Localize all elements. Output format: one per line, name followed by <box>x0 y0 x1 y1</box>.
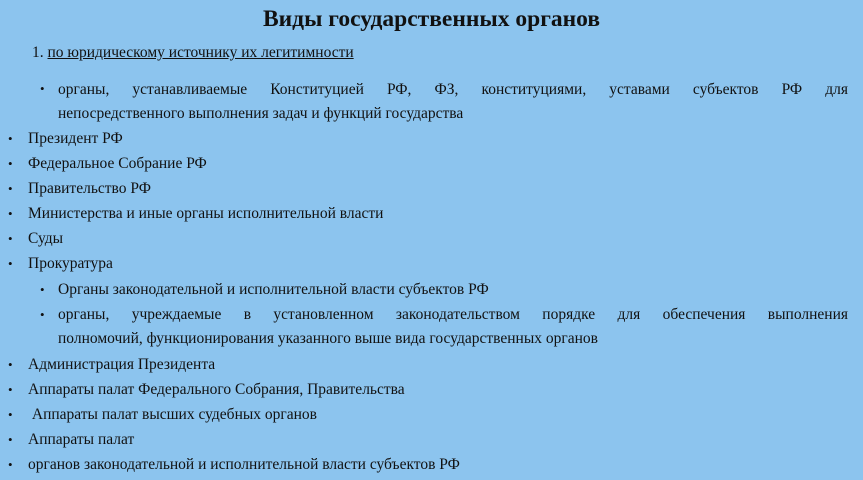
bullet-icon: • <box>8 131 13 146</box>
sub-bullet-1-line-1: органы, устанавливаемые Конституцией РФ, ФЗ, конституциями, уставами субъектов РФ для <box>58 81 848 98</box>
list-item: Суды <box>28 230 64 247</box>
bullet-icon: • <box>8 357 13 372</box>
bullet-icon: • <box>8 457 13 472</box>
section-label: по юридическому источнику их легитимности <box>47 44 354 61</box>
bullet-icon: • <box>8 181 13 196</box>
sub-bullet-3-line-1: органы, учреждаемые в установленном законодательством порядке для обеспечения выполнения <box>58 306 848 323</box>
list-item: Администрация Президента <box>28 356 216 373</box>
sub-bullet-1-line-2: непосредственного выполнения задач и функций государства <box>58 105 464 122</box>
list-item: Прокуратура <box>28 255 113 272</box>
bullet-icon: • <box>40 282 45 297</box>
section-number: 1. <box>32 44 44 61</box>
list-item: Аппараты палат высших судебных органов <box>28 406 318 423</box>
bullet-icon: • <box>8 156 13 171</box>
bullet-icon: • <box>40 307 45 322</box>
bullet-icon: • <box>8 256 13 271</box>
bullet-icon: • <box>40 81 45 96</box>
sub-bullet-2: Органы законодательной и исполнительной власти субъектов РФ <box>58 281 489 298</box>
bullet-icon: • <box>8 432 13 447</box>
list-item: Аппараты палат <box>28 431 135 448</box>
list-item: Федеральное Собрание РФ <box>28 155 207 172</box>
section-heading <box>32 42 354 64</box>
page-title: Виды государственных органов <box>262 6 601 32</box>
bullet-icon: • <box>8 206 13 221</box>
list-item: Аппараты палат Федерального Собрания, Правительства <box>28 381 405 398</box>
bullet-icon: • <box>8 382 13 397</box>
list-item: Министерства и иные органы исполнительной власти <box>28 205 384 222</box>
list-item: Президент РФ <box>28 130 123 147</box>
bullet-icon: • <box>8 407 13 422</box>
sub-bullet-3-line-2: полномочий, функционирования указанного выше вида государственных органов <box>58 330 598 347</box>
bullet-icon: • <box>8 231 13 246</box>
list-item: Правительство РФ <box>28 180 151 197</box>
list-item: органов законодательной и исполнительной власти субъектов РФ <box>28 456 460 473</box>
